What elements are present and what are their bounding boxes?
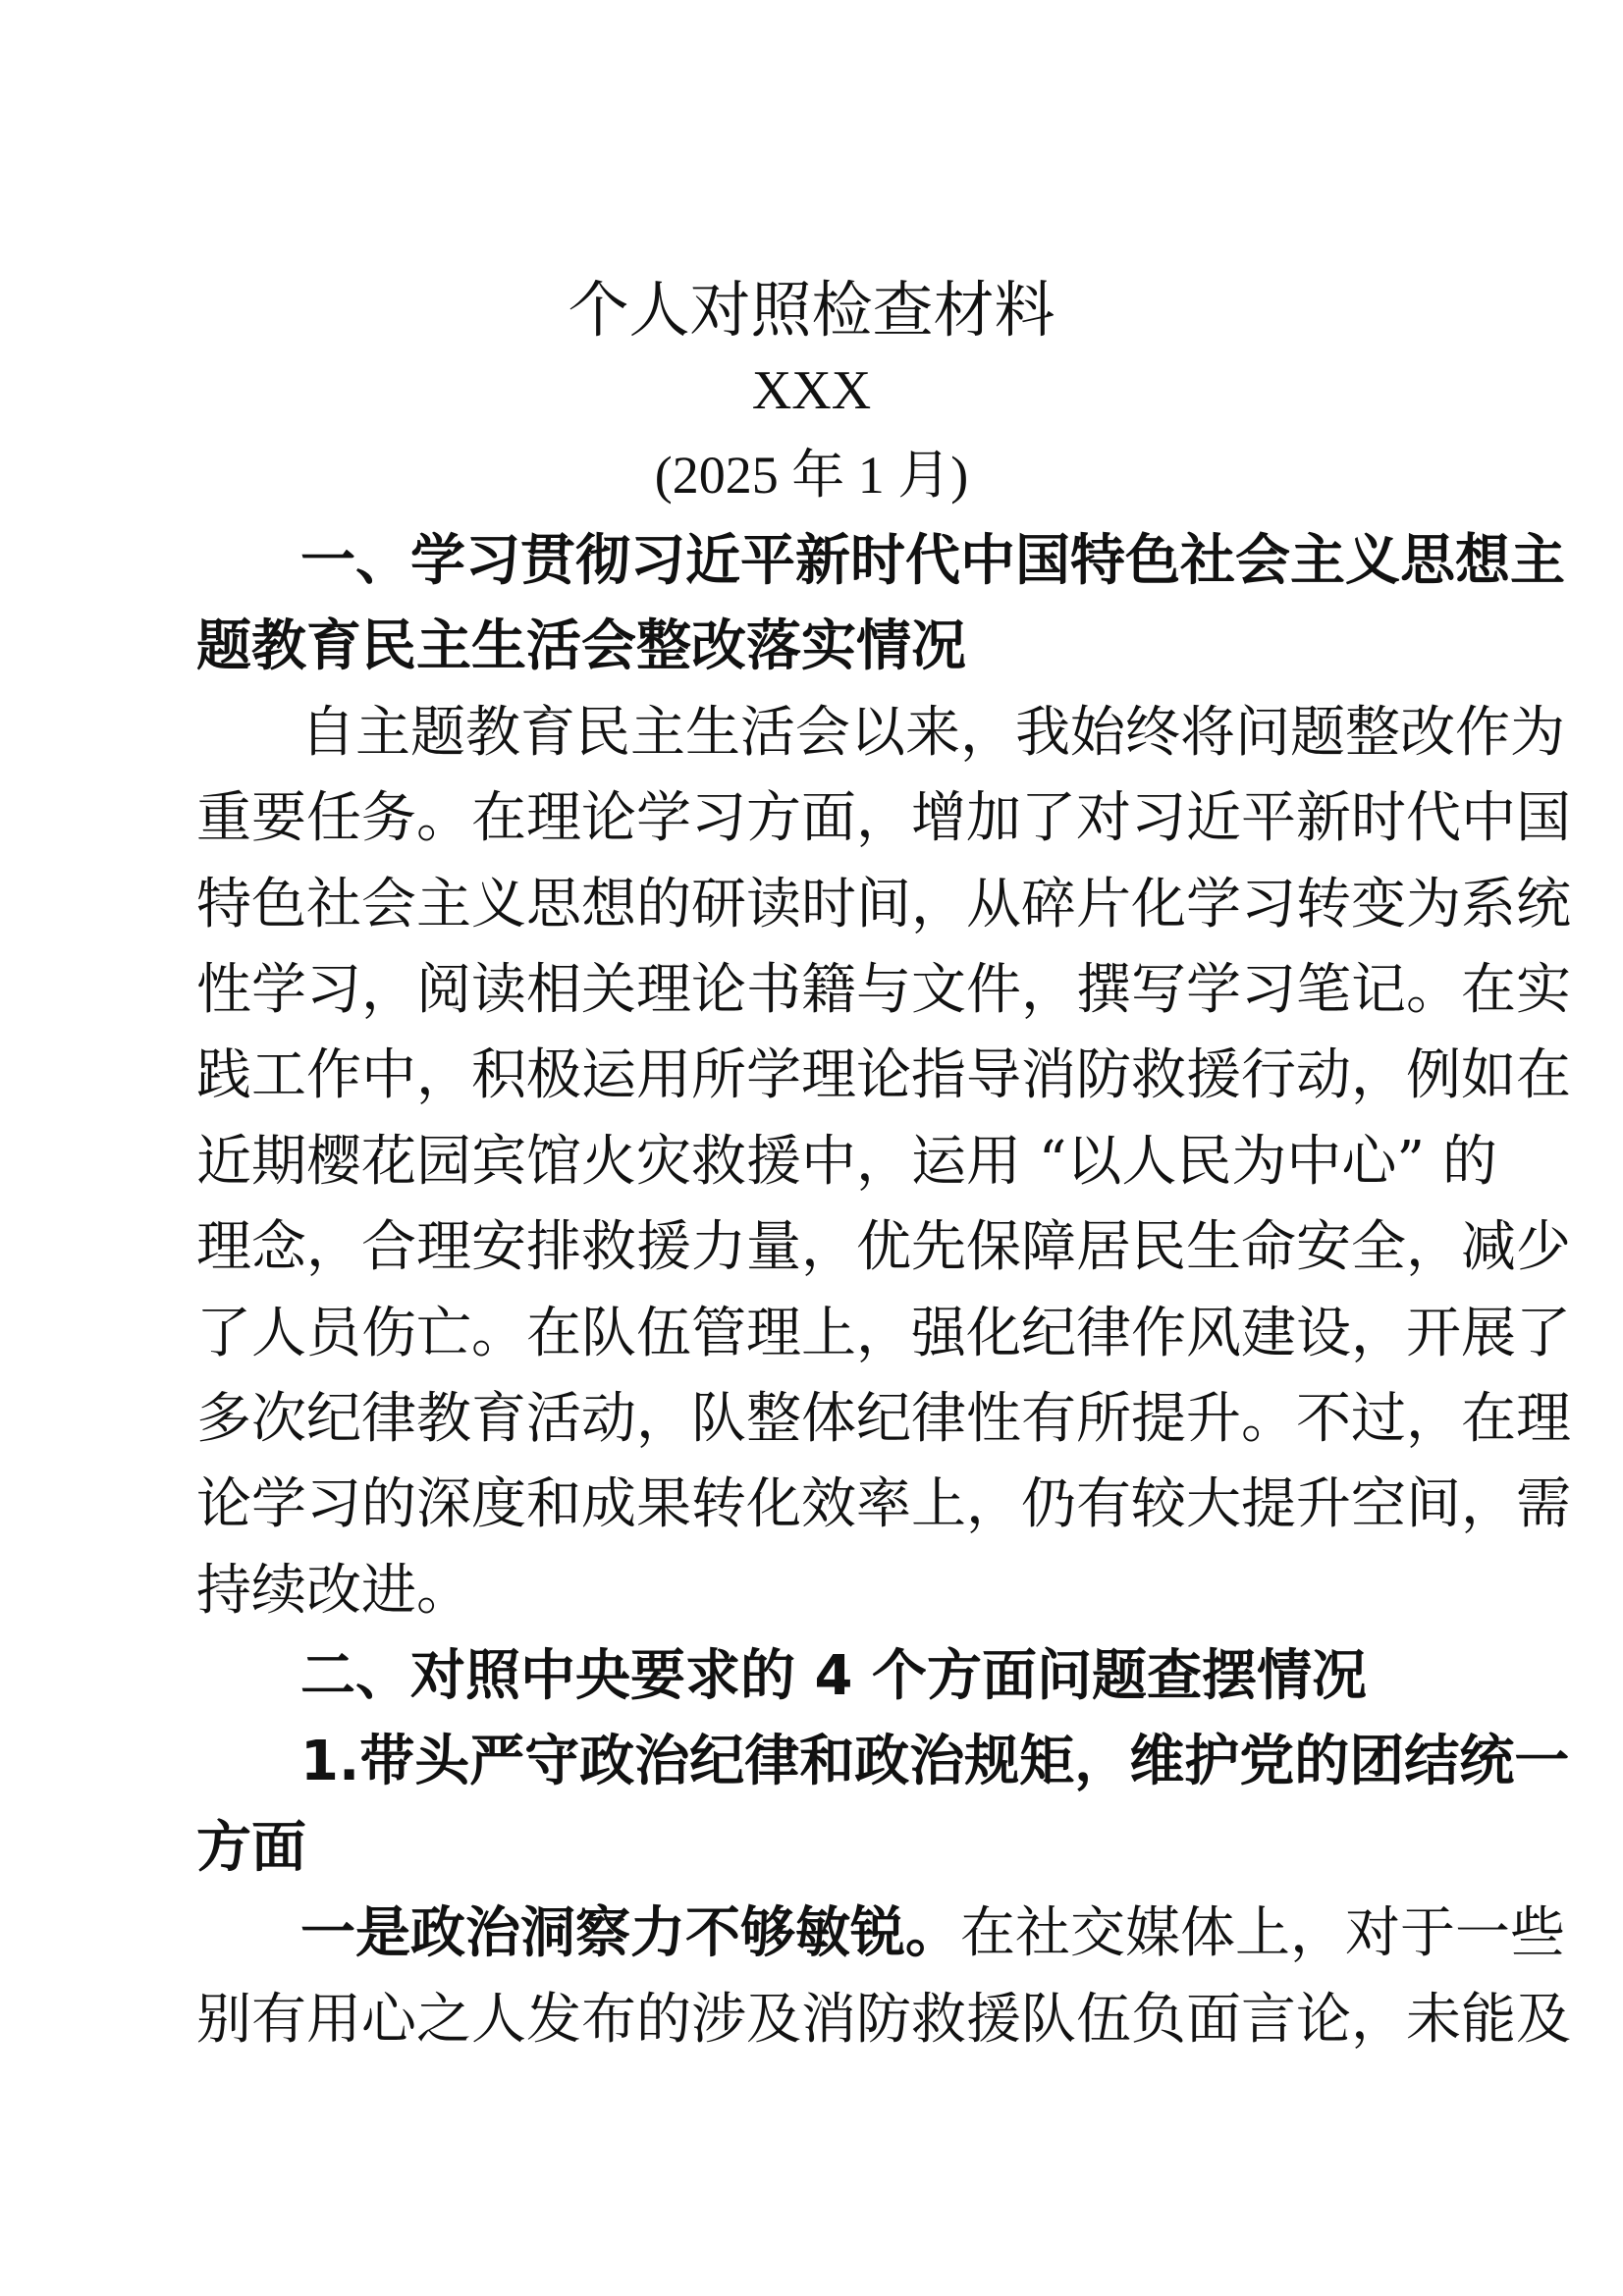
point1-first-line [196,1891,1565,1976]
section1-heading-line: 题教育民主生活会整改落实情况 [196,614,966,679]
document-date: (2025 年 1 月) [654,446,969,505]
section1-body-line: 持续改进。 [196,1558,471,1623]
document-body [196,518,1571,2062]
section1-body-line: 近期樱花园宾馆火灾救援中，运用 “以人民为中心” 的 [196,1129,1497,1194]
section1-body-line: 自主题教育民主生活会以来，我始终将问题整改作为 [300,700,1565,765]
section1-body-line: 理念，合理安排救援力量，优先保障居民生命安全，减少 [196,1215,1571,1280]
section1-body-line: 重要任务。在理论学习方面，增加了对习近平新时代中国 [196,786,1571,851]
section2-subheading-line: 方面 [196,1815,306,1880]
section1-body-line: 特色社会主义思想的研读时间，从碎片化学习转变为系统 [196,872,1571,936]
document-title: 个人对照检查材料 [568,274,1055,346]
section1-body-line: 了人员伤亡。在队伍管理上，强化纪律作风建设，开展了 [196,1301,1571,1365]
section1-body-line: 多次纪律教育活动，队整体纪律性有所提升。不过，在理 [196,1386,1571,1451]
section1-heading-line: 一、学习贯彻习近平新时代中国特色社会主义思想主 [300,529,1565,593]
document-author: XXX [751,360,872,421]
section2-heading: 二、对照中央要求的 4 个方面问题查摆情况 [300,1644,1367,1709]
point1-bold-lead: 一是政治洞察力不够敏锐。 [300,1901,960,1966]
section1-body-line: 论学习的深度和成果转化效率上，仍有较大提升空间，需 [196,1472,1571,1537]
point1-text: 在社交媒体上，对于一些 [960,1901,1565,1966]
section2-subheading-line: 1.带头严守政治纪律和政治规矩，维护党的团结统一 [300,1730,1570,1794]
section1-body-line: 践工作中，积极运用所学理论指导消防救援行动，例如在 [196,1043,1571,1108]
section1-body-line: 性学习，阅读相关理论书籍与文件，撰写学习笔记。在实 [196,957,1571,1022]
point1-body-line: 别有用心之人发布的涉及消防救援队伍负面言论，未能及 [196,1987,1571,2052]
